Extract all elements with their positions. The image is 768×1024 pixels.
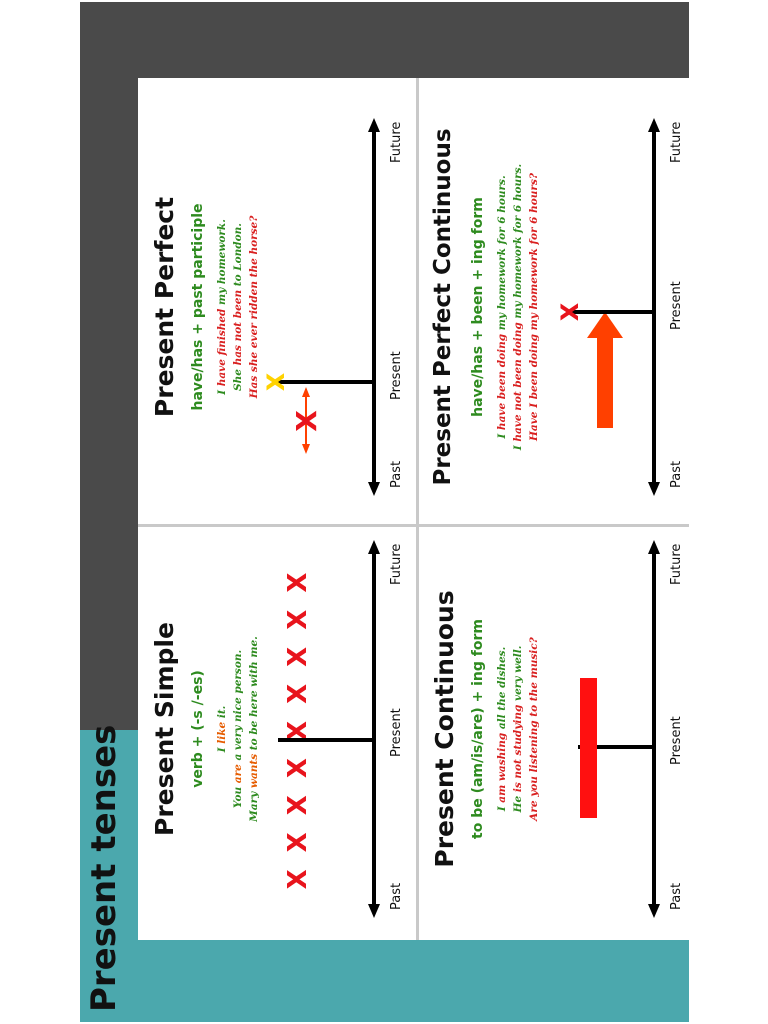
panel-present-continuous bbox=[418, 518, 688, 940]
example-sentence: Mary wants to be here with me. bbox=[248, 636, 260, 822]
future-arrowhead bbox=[648, 118, 660, 132]
past-arrowhead bbox=[368, 904, 380, 918]
past-arrowhead bbox=[368, 482, 380, 496]
panel-title: Present Continuous bbox=[430, 590, 459, 868]
duration-arrowhead bbox=[587, 312, 623, 338]
past-arrowhead bbox=[648, 482, 660, 496]
timeline-diagram bbox=[418, 96, 688, 518]
example-sentence: He is not studying very well. bbox=[512, 645, 524, 813]
ongoing-action-bar bbox=[580, 678, 597, 818]
panel-title: Present Simple bbox=[150, 622, 179, 836]
panel-title: Present Perfect bbox=[150, 196, 179, 418]
timeline-past-label: Past bbox=[389, 460, 404, 488]
present-marker: X bbox=[556, 302, 584, 322]
panel-divider-horizontal bbox=[138, 524, 689, 527]
future-arrowhead bbox=[368, 540, 380, 554]
panel-present-perfect bbox=[138, 96, 408, 518]
timeline-past-label: Past bbox=[669, 882, 684, 910]
panel-present-perfect-continuous bbox=[418, 96, 688, 518]
example-sentence: You are a very nice person. bbox=[232, 649, 244, 809]
future-arrowhead bbox=[648, 540, 660, 554]
example-sentence: Are you listening to the music? bbox=[528, 637, 540, 821]
timeline-diagram bbox=[418, 518, 688, 940]
timeline-future-label: Future bbox=[669, 121, 684, 163]
panel-formula: to be (am/is/are) + ing form bbox=[470, 619, 486, 839]
timeline-future-label: Future bbox=[389, 543, 404, 585]
example-sentence: I have finished my homework. bbox=[216, 219, 228, 395]
panel-formula: have/has + been + ing form bbox=[470, 197, 486, 417]
example-sentence: I like it. bbox=[216, 705, 228, 753]
past-action-marker: X bbox=[290, 410, 323, 432]
panel-title: Present Perfect Continuous bbox=[430, 128, 456, 486]
background-teal-band bbox=[80, 940, 689, 1022]
example-sentence: She has not been to London. bbox=[232, 223, 244, 391]
timeline-diagram bbox=[138, 96, 408, 518]
timeline-diagram bbox=[138, 518, 408, 940]
example-sentence: I have not been doing my homework for 6 hours. bbox=[512, 163, 524, 451]
timeline-past-label: Past bbox=[669, 460, 684, 488]
panel-present-simple bbox=[138, 518, 408, 940]
timeline-present-label: Present bbox=[389, 708, 404, 757]
past-arrowhead bbox=[648, 904, 660, 918]
timeline-present-label: Present bbox=[669, 716, 684, 765]
timeline-present-label: Present bbox=[669, 281, 684, 330]
example-sentence: Have I been doing my homework for 6 hours? bbox=[528, 172, 540, 442]
example-sentence: Has she ever ridden the horse? bbox=[248, 215, 260, 399]
example-sentence: I am washing all the dishes. bbox=[496, 646, 508, 812]
slide-title: Present tenses bbox=[84, 724, 124, 1012]
example-sentence: I have been doing my homework for 6 hours. bbox=[496, 175, 508, 439]
timeline-future-label: Future bbox=[389, 121, 404, 163]
panel-formula: verb + (-s /-es) bbox=[190, 670, 206, 788]
result-marker: X bbox=[262, 372, 290, 392]
arrowhead bbox=[302, 444, 310, 454]
duration-arrow-shaft bbox=[597, 338, 613, 428]
panel-divider-vertical bbox=[416, 78, 419, 940]
panel-formula: have/has + past participle bbox=[190, 203, 206, 411]
future-arrowhead bbox=[368, 118, 380, 132]
repeated-action-marker: X X X X X X X X X bbox=[283, 568, 313, 890]
arrowhead bbox=[302, 387, 310, 397]
timeline-future-label: Future bbox=[669, 543, 684, 585]
slide-canvas bbox=[138, 78, 689, 940]
timeline-past-label: Past bbox=[389, 882, 404, 910]
timeline-present-label: Present bbox=[389, 351, 404, 400]
